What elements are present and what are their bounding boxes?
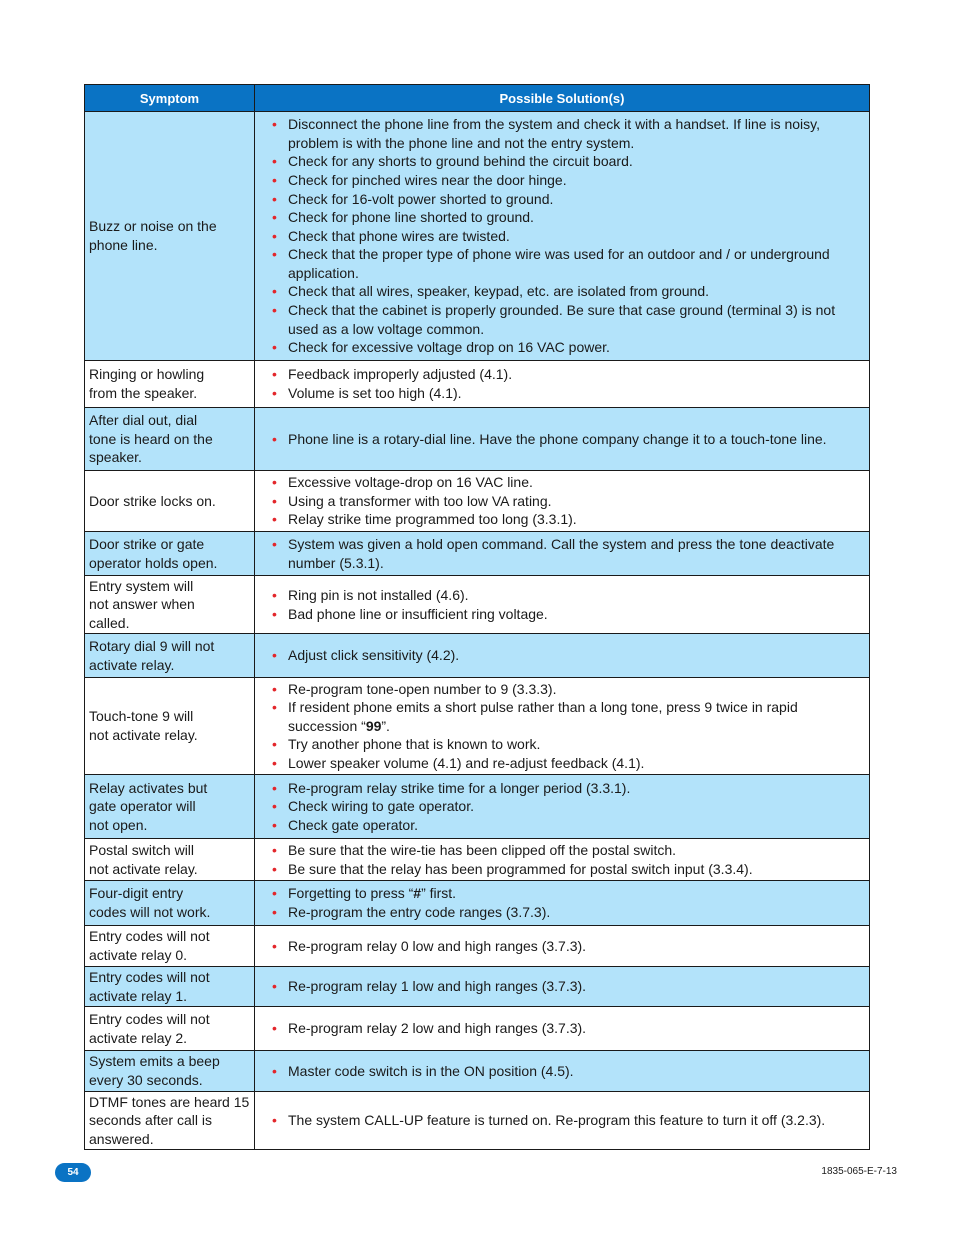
solutions-cell [255, 361, 870, 408]
solution-text: Check for 16-volt power shorted to ground. [288, 190, 554, 207]
solutions-list [288, 473, 839, 529]
solution-text: Bad phone line or insufficient ring voltage. [288, 605, 548, 622]
solution-text: Using a transformer with too low VA rating. [288, 492, 552, 509]
table-row [85, 678, 870, 775]
symptom-line: Entry codes will not [89, 1010, 210, 1027]
solutions-list [288, 1019, 839, 1038]
solution-text: Re-program tone-open number to 9 (3.3.3). [288, 680, 557, 697]
symptom-cell [85, 839, 255, 881]
solution-text: Check for any shorts to ground behind the circuit board. [288, 153, 633, 170]
solution-text: Be sure that the wire-tie has been clipped off the postal switch. [288, 841, 677, 858]
solution-text: Re-program relay 0 low and high ranges (3.7.3). [288, 937, 587, 954]
solution-text: Check that phone wires are twisted. [288, 227, 510, 244]
symptom-line: activate relay 1. [89, 987, 188, 1004]
solution-text: Check for phone line shorted to ground. [288, 209, 534, 226]
symptom-line: activate relay 0. [89, 947, 188, 963]
solutions-cell [255, 881, 870, 926]
solutions-list [288, 680, 839, 773]
solutions-list [288, 646, 839, 665]
solution-item [288, 190, 839, 209]
symptom-header: Symptom [85, 85, 255, 112]
symptom-line: After dial out, dial [89, 412, 198, 429]
solution-text: If resident phone emits a short pulse rather than a long tone, press 9 twice in rapid succession “ [288, 699, 798, 734]
symptom-cell [85, 532, 255, 576]
symptom-line: not answer when [89, 596, 195, 613]
solution-item [288, 473, 839, 492]
symptom-cell [85, 678, 255, 775]
solution-item [288, 816, 839, 835]
table-row [85, 634, 870, 678]
table-row [85, 471, 870, 532]
symptom-cell [85, 471, 255, 532]
solution-text: Check that the proper type of phone wire was used for an outdoor and / or underground application. [288, 246, 830, 281]
symptom-line: gate operator will [89, 798, 196, 815]
solution-item [288, 937, 839, 956]
symptom-cell [85, 1007, 255, 1051]
solution-item [288, 282, 839, 301]
solutions-list [288, 1111, 839, 1130]
solutions-cell [255, 1092, 870, 1150]
solution-text: System was given a hold open command. Call the system and press the tone deactivate number (5.3.1). [288, 535, 835, 571]
solution-text: Excessive voltage-drop on 16 VAC line. [288, 474, 533, 491]
solution-item [288, 797, 839, 816]
page-number-badge: 54 [55, 1163, 91, 1182]
solutions-cell [255, 112, 870, 361]
solution-item [288, 735, 839, 754]
solution-item [288, 1111, 839, 1130]
solution-text: Try another phone that is known to work. [288, 736, 541, 753]
symptom-line: Buzz or noise on the [89, 218, 217, 235]
solution-item [288, 492, 839, 511]
table-row [85, 408, 870, 471]
symptom-cell [85, 408, 255, 471]
solution-item [288, 841, 839, 860]
solution-text: Forgetting to press “ [288, 885, 414, 902]
symptom-line: Door strike or gate [89, 535, 205, 552]
table-row [85, 1051, 870, 1092]
symptom-line: activate relay. [89, 656, 175, 673]
symptom-line: Ringing or howling [89, 366, 205, 383]
solution-text: Ring pin is not installed (4.6). [288, 586, 469, 603]
solution-text: Disconnect the phone line from the system and check it with a handset. If line is noisy, problem is with the phone line and not the entry system. [288, 116, 821, 151]
symptom-line: not open. [89, 816, 148, 833]
solution-item [288, 646, 839, 665]
solution-text: Phone line is a rotary-dial line. Have the phone company change it to a touch-tone line. [288, 430, 827, 447]
symptom-line: from the speaker. [89, 385, 198, 401]
symptom-line: Entry system will [89, 577, 194, 594]
table-row [85, 881, 870, 926]
table-row [85, 361, 870, 408]
solutions-list [288, 1062, 839, 1081]
solutions-cell [255, 471, 870, 532]
symptom-cell [85, 576, 255, 634]
solution-item [288, 365, 839, 384]
symptom-line: Door strike locks on. [89, 492, 216, 509]
solution-item [288, 245, 839, 282]
solutions-header: Possible Solution(s) [255, 85, 870, 112]
table-row [85, 1092, 870, 1150]
symptom-cell [85, 967, 255, 1007]
symptom-cell [85, 1092, 255, 1150]
solution-item [288, 1019, 839, 1038]
symptom-line: not activate relay. [89, 860, 198, 877]
table-row [85, 1007, 870, 1051]
symptom-line: System emits a beep [89, 1053, 220, 1070]
troubleshooting-table [84, 84, 870, 1150]
symptom-line: codes will not work. [89, 904, 211, 920]
symptom-cell [85, 1051, 255, 1092]
table-row [85, 576, 870, 634]
solution-item [288, 115, 839, 152]
bold-key: # [413, 885, 422, 902]
solution-text: Check for pinched wires near the door hinge. [288, 171, 567, 188]
symptom-line: seconds after call is [89, 1112, 212, 1129]
symptom-line: Touch-tone 9 will [89, 708, 194, 725]
solutions-cell [255, 775, 870, 839]
solutions-cell [255, 408, 870, 471]
solution-text: Volume is set too high (4.1). [288, 385, 462, 401]
solution-item [288, 779, 839, 798]
symptom-line: DTMF tones are heard 15 [89, 1093, 250, 1110]
symptom-line: Postal switch will [89, 841, 195, 858]
symptom-cell [85, 926, 255, 967]
solution-item [288, 208, 839, 227]
symptom-cell [85, 112, 255, 361]
solutions-list [288, 115, 839, 357]
solution-item [288, 171, 839, 190]
solution-text: Lower speaker volume (4.1) and re-adjust feedback (4.1). [288, 754, 645, 771]
solution-item [288, 977, 839, 996]
solution-text: Re-program relay 1 low and high ranges (3.7.3). [288, 978, 587, 995]
solution-item [288, 860, 839, 879]
symptom-line: operator holds open. [89, 554, 218, 571]
solution-item [288, 301, 839, 338]
solution-text: Re-program the entry code ranges (3.7.3). [288, 904, 551, 920]
solutions-list [288, 779, 839, 835]
symptom-cell [85, 361, 255, 408]
symptom-line: activate relay 2. [89, 1029, 188, 1046]
solution-item [288, 152, 839, 171]
solutions-cell [255, 1007, 870, 1051]
solution-text: Check gate operator. [288, 816, 418, 833]
solutions-cell [255, 967, 870, 1007]
symptom-cell [85, 634, 255, 678]
solution-item [288, 535, 839, 572]
symptom-line: Four-digit entry [89, 885, 184, 902]
symptom-line: Entry codes will not [89, 928, 210, 945]
symptom-line: Entry codes will not [89, 968, 210, 985]
symptom-line: tone is heard on the [89, 430, 213, 447]
solution-item [288, 338, 839, 357]
solution-item [288, 586, 839, 605]
symptom-line: answered. [89, 1130, 154, 1147]
solution-item [288, 754, 839, 773]
solution-text-tail: ” first. [421, 885, 457, 902]
table-row [85, 532, 870, 576]
solutions-cell [255, 678, 870, 775]
solutions-cell [255, 576, 870, 634]
solutions-cell [255, 926, 870, 967]
solution-item [288, 430, 839, 449]
solutions-list [288, 430, 839, 449]
solution-text: Re-program relay 2 low and high ranges (3.7.3). [288, 1020, 587, 1037]
solution-text-tail: ”. [381, 717, 390, 734]
solutions-list [288, 586, 839, 623]
solution-item [288, 680, 839, 699]
symptom-line: speaker. [89, 449, 142, 466]
symptom-line: every 30 seconds. [89, 1072, 203, 1088]
symptom-line: Rotary dial 9 will not [89, 637, 215, 654]
table-header-row [85, 85, 870, 112]
solutions-list [288, 884, 839, 921]
solutions-cell [255, 1051, 870, 1092]
solution-item [288, 903, 839, 922]
solution-text: Check wiring to gate operator. [288, 798, 474, 815]
solution-text: Master code switch is in the ON position (4.5). [288, 1062, 574, 1079]
symptom-line: Relay activates but [89, 779, 208, 796]
solutions-cell [255, 634, 870, 678]
table-row [85, 112, 870, 361]
solutions-list [288, 365, 839, 402]
bold-code: 99 [365, 717, 382, 734]
table-row [85, 967, 870, 1007]
solution-item [288, 698, 839, 735]
symptom-line: phone line. [89, 237, 158, 253]
solution-text: Re-program relay strike time for a longer period (3.3.1). [288, 779, 631, 796]
solution-text: Adjust click sensitivity (4.2). [288, 647, 460, 664]
solutions-list [288, 841, 839, 878]
symptom-cell [85, 881, 255, 926]
solution-text: The system CALL-UP feature is turned on. Re-program this feature to turn it off (3.2.3). [288, 1112, 826, 1129]
solutions-cell [255, 839, 870, 881]
solution-text: Check that the cabinet is properly grounded. Be sure that case ground (terminal 3) is not used as a low voltage common. [288, 302, 836, 337]
document-code: 1835-065-E-7-13 [821, 1166, 897, 1177]
solution-text: Feedback improperly adjusted (4.1). [288, 366, 513, 383]
solution-text: Relay strike time programmed too long (3.3.1). [288, 511, 577, 528]
solution-item [288, 510, 839, 529]
solution-text: Check for excessive voltage drop on 16 VAC power. [288, 339, 610, 356]
table-row [85, 775, 870, 839]
solution-item [288, 884, 839, 903]
solutions-list [288, 937, 839, 956]
symptom-cell [85, 775, 255, 839]
solution-text: Check that all wires, speaker, keypad, etc. are isolated from ground. [288, 283, 709, 300]
solution-item [288, 384, 839, 403]
solutions-cell [255, 532, 870, 576]
solution-item [288, 605, 839, 624]
solution-text: Be sure that the relay has been programmed for postal switch input (3.3.4). [288, 860, 753, 877]
solutions-list [288, 977, 839, 996]
symptom-line: not activate relay. [89, 727, 198, 743]
symptom-line: called. [89, 614, 130, 631]
solution-item [288, 227, 839, 246]
table-row [85, 839, 870, 881]
table-row [85, 926, 870, 967]
solutions-list [288, 535, 839, 572]
solution-item [288, 1062, 839, 1081]
